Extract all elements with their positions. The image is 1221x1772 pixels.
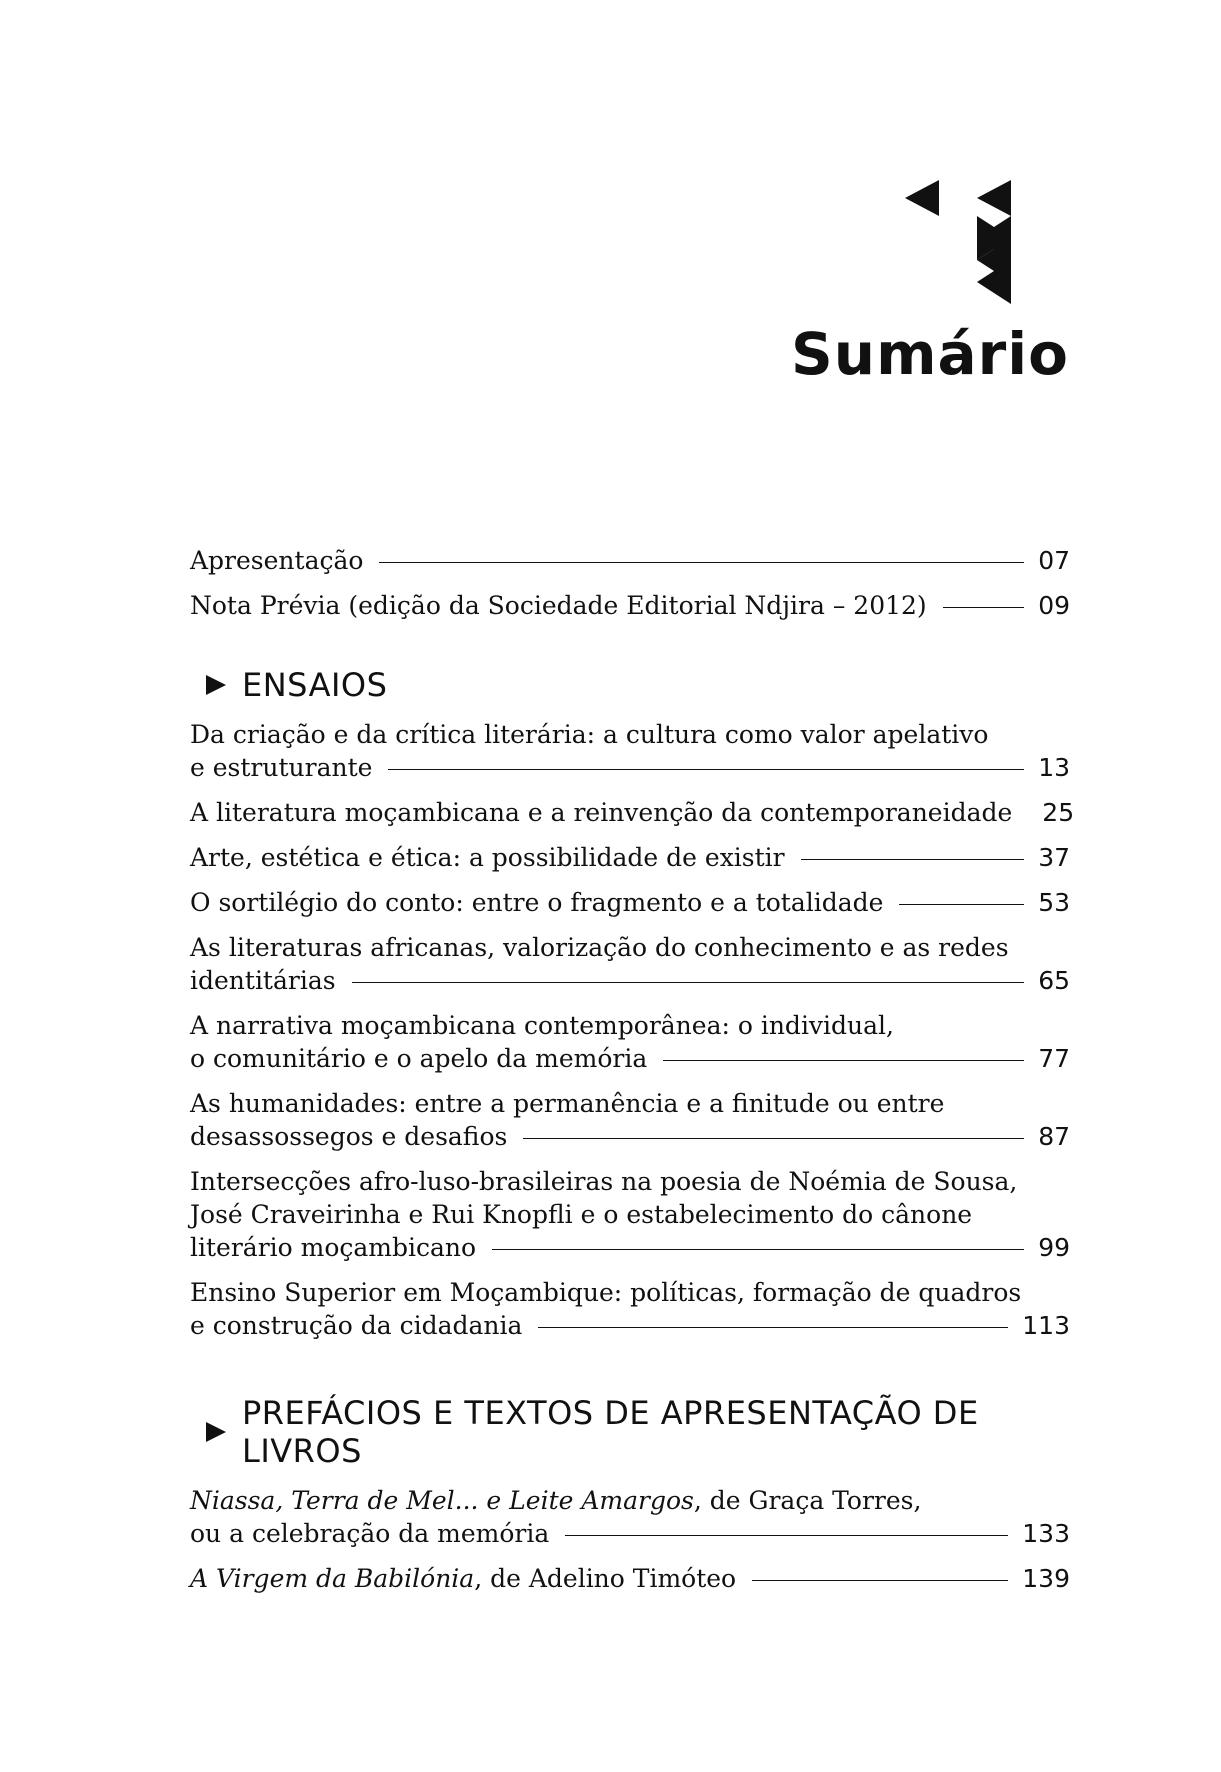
dotted-leader	[388, 769, 1024, 770]
toc-entry[interactable]	[190, 1165, 1070, 1264]
dotted-leader	[752, 1580, 1008, 1581]
toc-entry-title: José Craveirinha e Rui Knopfli e o estabelecimento do cânone	[190, 1200, 973, 1229]
section-heading-label: PREFÁCIOS E TEXTOS DE APRESENTAÇÃO DE LIVROS	[242, 1394, 979, 1470]
toc-page-number: 87	[1038, 1122, 1070, 1151]
toc-entry[interactable]	[190, 718, 1070, 784]
toc-entry-title: identitárias	[190, 966, 336, 995]
toc-page-number: 37	[1038, 843, 1070, 872]
table-of-contents	[190, 544, 1075, 1607]
section-heading-ensaios	[206, 666, 1070, 704]
toc-entry-title: Intersecções afro-luso-brasileiras na poesia de Noémia de Sousa,	[190, 1167, 1018, 1196]
toc-entry-title: A narrativa moçambicana contemporânea: o individual,	[190, 1011, 895, 1040]
dotted-leader	[801, 859, 1025, 860]
toc-page-number: 133	[1022, 1519, 1070, 1548]
toc-entry[interactable]	[190, 1087, 1070, 1153]
toc-entry[interactable]	[190, 931, 1070, 997]
toc-page-number: 09	[1038, 591, 1070, 620]
toc-entry[interactable]	[190, 1562, 1070, 1595]
toc-entry-title: ou a celebração da memória	[190, 1519, 550, 1548]
dotted-leader	[352, 982, 1025, 983]
toc-page-number: 07	[1038, 546, 1070, 575]
toc-entry-title: , de Graça Torres,	[693, 1486, 922, 1515]
toc-entry[interactable]	[190, 1009, 1070, 1075]
toc-entry[interactable]	[190, 886, 1070, 919]
toc-entry-nota-previa[interactable]	[190, 589, 1070, 622]
toc-entry-title: As literaturas africanas, valorização do conhecimento e as redes	[190, 933, 1009, 962]
toc-entry-title: Nota Prévia (edição da Sociedade Editorial Ndjira – 2012)	[190, 591, 927, 620]
toc-entry[interactable]	[190, 841, 1070, 874]
toc-page-number: 25	[1042, 798, 1075, 827]
triangle-logo-icon	[905, 180, 1075, 330]
toc-entry-title: e construção da cidadania	[190, 1311, 523, 1340]
toc-entry-apresentacao[interactable]	[190, 544, 1070, 577]
toc-page-number: 77	[1038, 1044, 1070, 1073]
dotted-leader	[538, 1327, 1008, 1328]
toc-entry-title: Arte, estética e ética: a possibilidade de existir	[190, 843, 785, 872]
toc-entry[interactable]	[190, 1276, 1070, 1342]
toc-page-number: 99	[1038, 1233, 1070, 1262]
dotted-leader	[565, 1535, 1008, 1536]
section-heading-label: ENSAIOS	[242, 666, 388, 704]
dotted-leader	[492, 1249, 1024, 1250]
toc-entry-title: A literatura moçambicana e a reinvenção da contemporaneidade	[190, 798, 1013, 827]
section-arrow-icon	[206, 675, 226, 695]
section-arrow-icon	[206, 1422, 226, 1442]
toc-page-number: 113	[1022, 1311, 1070, 1340]
toc-entry-title: As humanidades: entre a permanência e a finitude ou entre	[190, 1089, 945, 1118]
toc-entry-title: , de Adelino Timóteo	[474, 1564, 737, 1593]
dotted-leader	[523, 1138, 1024, 1139]
toc-page-number: 13	[1038, 753, 1070, 782]
toc-entry-title: Da criação e da crítica literária: a cultura como valor apelativo	[190, 720, 989, 749]
toc-entry-book-title: Niassa, Terra de Mel... e Leite Amargos	[190, 1486, 694, 1515]
toc-entry-title: Apresentação	[190, 546, 364, 575]
dotted-leader	[943, 607, 1025, 608]
dotted-leader	[899, 904, 1024, 905]
page-title: Sumário	[791, 320, 1069, 388]
toc-entry-title: O sortilégio do conto: entre o fragmento e a totalidade	[190, 888, 884, 917]
toc-entry-book-title: A Virgem da Babilónia	[190, 1564, 475, 1593]
toc-entry-title: Ensino Superior em Moçambique: políticas, formação de quadros	[190, 1278, 1022, 1307]
toc-entry-title: desassossegos e desafios	[190, 1122, 508, 1151]
toc-entry-title: e estruturante	[190, 753, 373, 782]
toc-page-number: 53	[1038, 888, 1070, 917]
dotted-leader	[663, 1060, 1024, 1061]
section-heading-prefacios	[206, 1394, 1070, 1470]
toc-page-number: 65	[1038, 966, 1070, 995]
toc-page-number: 139	[1022, 1564, 1070, 1593]
toc-entry[interactable]	[190, 796, 1075, 829]
toc-entry[interactable]	[190, 1484, 1070, 1550]
toc-entry-title: literário moçambicano	[190, 1233, 477, 1262]
toc-entry-title: o comunitário e o apelo da memória	[190, 1044, 648, 1073]
dotted-leader	[379, 562, 1024, 563]
